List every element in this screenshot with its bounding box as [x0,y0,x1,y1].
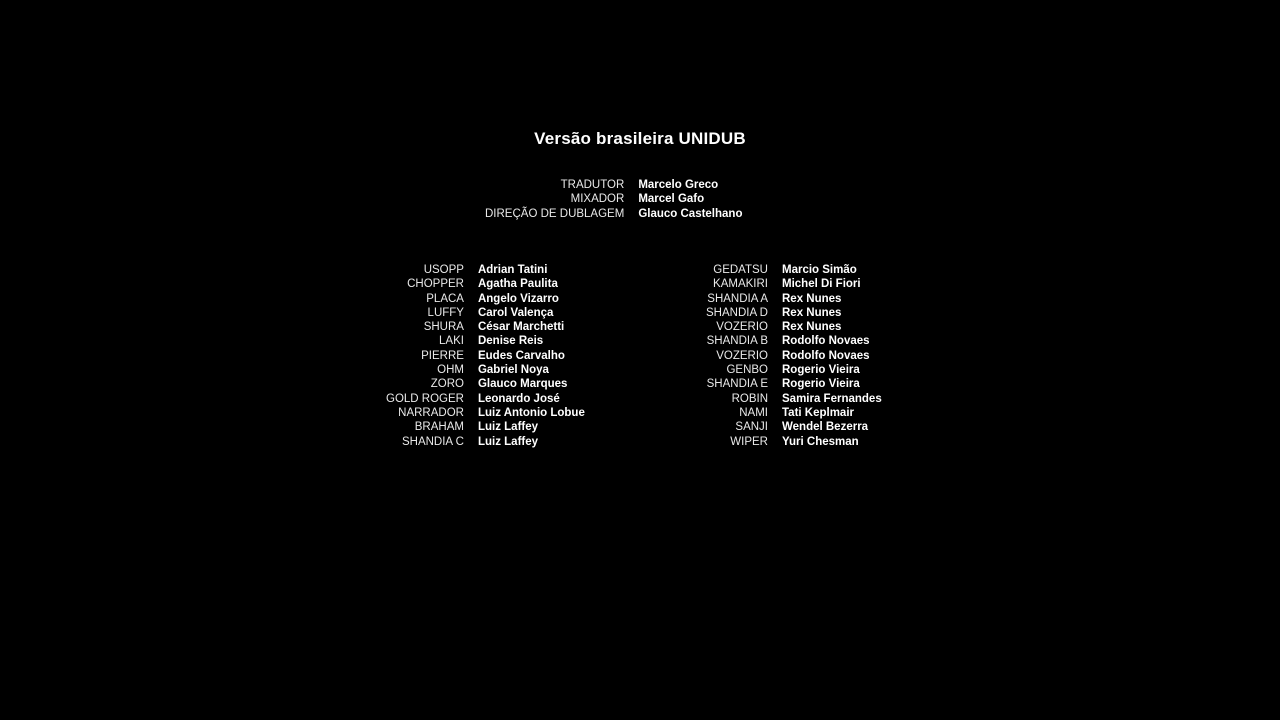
credit-name: Rex Nunes [782,292,842,305]
credit-role: SHANDIA A [707,292,768,305]
credit-name: Adrian Tatini [477,264,548,276]
credit-role: PLACA [426,292,464,305]
credit-role: VOZERIO [716,349,768,362]
credit-name: Marcel Gafo [638,193,705,206]
credit-name: Samira Fernandes [782,392,882,405]
credit-name: Luiz Antonio Lobue [477,406,585,419]
credit-name: Luiz Laffey [477,421,539,434]
credit-name: Glauco Marques [477,378,568,391]
credit-name: Rodolfo Novaes [782,349,870,362]
credit-role: ZORO [430,378,464,391]
credit-role: NARRADOR [398,406,464,419]
credit-name: Angelo Vizarro [477,292,559,305]
credit-name: Gabriel Noya [477,364,549,377]
credit-name: Tati Keplmair [782,406,854,419]
credit-role: LUFFY [427,306,464,319]
credit-name: Yuri Chesman [782,435,859,448]
credit-name: Carol Valença [477,306,554,319]
credit-role: SHANDIA E [706,378,768,391]
credit-role: WIPER [730,435,768,448]
credit-name: Denise Reis [477,335,544,348]
credit-role: USOPP [423,264,464,276]
credit-role: OHM [437,364,464,377]
credit-name: Eudes Carvalho [477,349,565,362]
credit-role: LAKI [439,335,464,348]
credit-role: SANJI [735,421,768,434]
credit-name: Agatha Paulita [477,278,558,291]
credit-role: ROBIN [731,392,768,405]
credit-name: Leonardo José [477,392,560,405]
credit-role: PIERRE [421,349,464,362]
credit-role: SHANDIA B [706,335,768,348]
credit-name: Rex Nunes [782,321,842,334]
credit-role: VOZERIO [716,321,768,334]
credit-role: NAMI [739,406,768,419]
credit-name: Rogerio Vieira [782,378,860,391]
credit-role: KAMAKIRI [713,278,768,291]
cast-credits-left-block [386,263,585,449]
credit-role: SHURA [423,321,464,334]
credit-name: Rodolfo Novaes [782,335,870,348]
credit-name: Marcelo Greco [638,179,719,191]
credit-role: SHANDIA C [401,435,464,448]
credit-name: Glauco Castelhano [638,207,743,220]
credit-name: Wendel Bezerra [782,421,869,434]
credit-name: Marcio Simão [782,264,857,276]
credit-role: CHOPPER [407,278,464,291]
cast-credits-right-block [706,263,882,449]
credit-name: Rex Nunes [782,306,842,319]
credit-name: Rogerio Vieira [782,364,860,377]
credit-role: GENBO [726,364,768,377]
credit-role: SHANDIA D [706,306,768,319]
credit-role: BRAHAM [414,421,464,434]
credit-name: Luiz Laffey [477,435,539,448]
credit-role: MIXADOR [570,193,625,206]
credit-role: DIREÇÃO DE DUBLAGEM [485,207,625,220]
credit-role: TRADUTOR [560,179,625,191]
credit-name: Michel Di Fiori [782,278,861,291]
credit-role: GOLD ROGER [386,392,464,405]
credit-role: GEDATSU [713,264,768,276]
credits-title: Versão brasileira UNIDUB [534,129,746,148]
staff-credits-block [485,178,742,221]
credit-name: César Marchetti [477,321,565,334]
